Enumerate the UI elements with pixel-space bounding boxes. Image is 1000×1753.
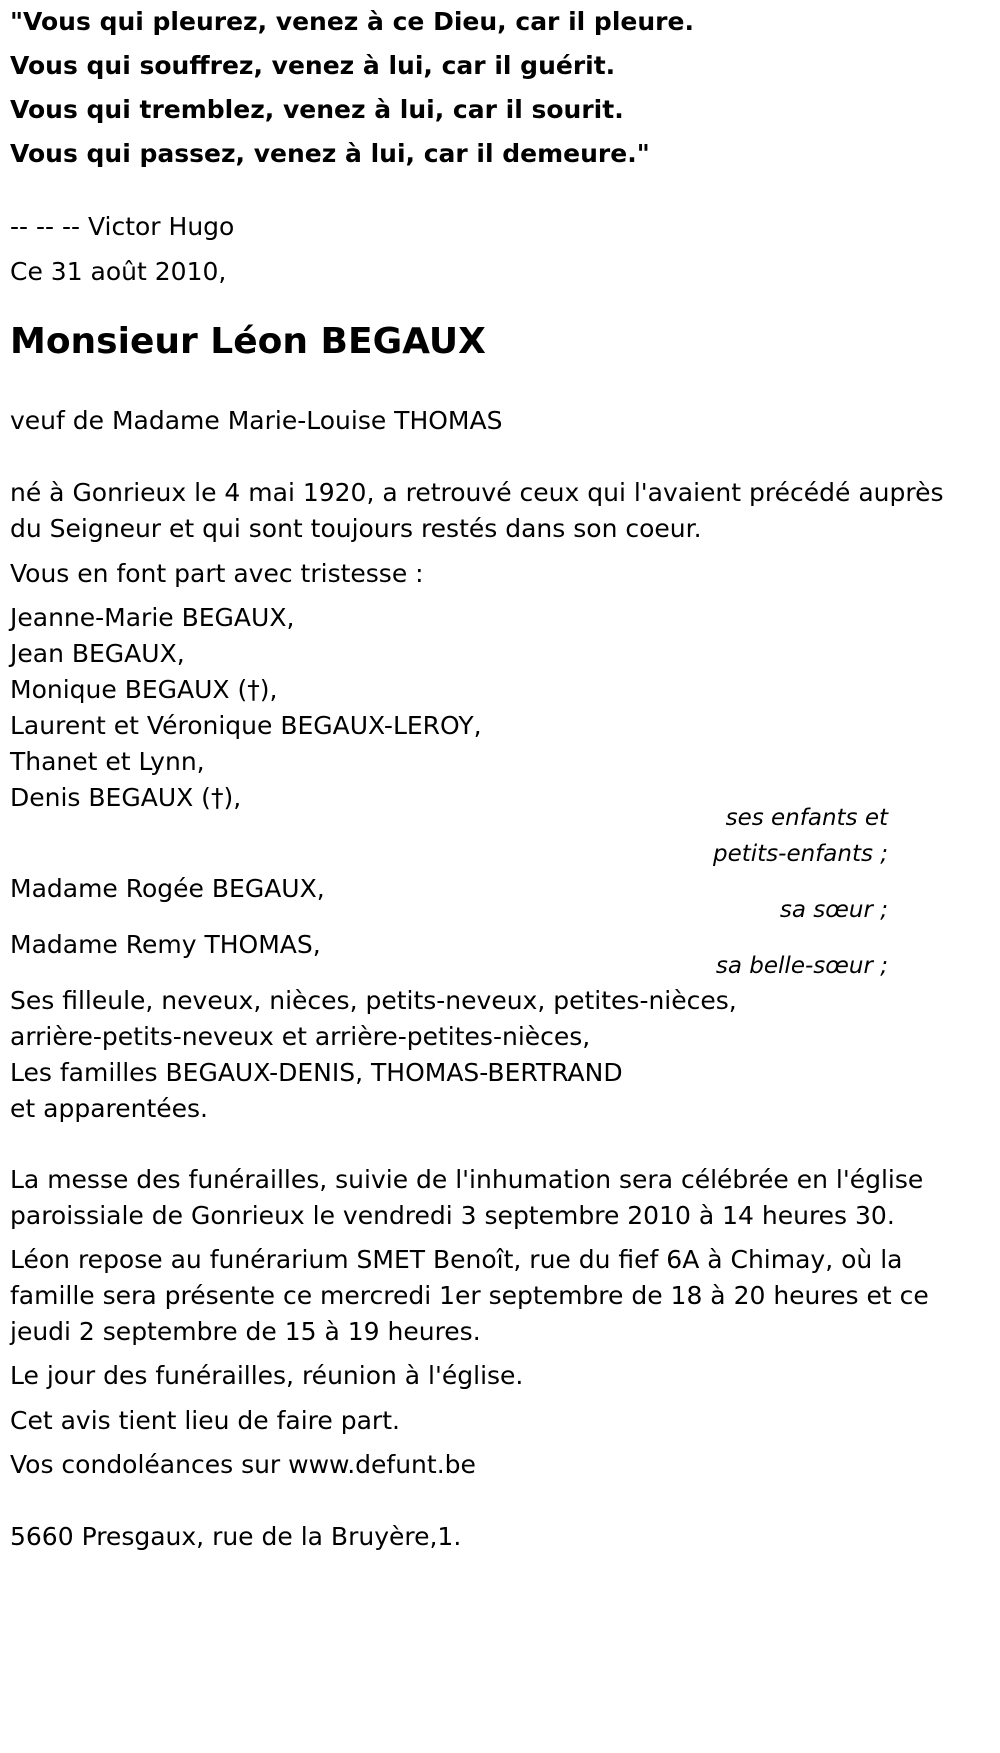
condolences-line: Vos condoléances sur www.defunt.be — [10, 1450, 476, 1479]
sister-label: sa sœur ; — [779, 897, 888, 923]
notice-line: Cet avis tient lieu de faire part. — [10, 1406, 400, 1435]
quote-line-4: Vous qui passez, venez à lui, car il demeure." — [10, 139, 650, 168]
quote-line-1: "Vous qui pleurez, venez à ce Dieu, car il pleure. — [10, 7, 694, 36]
children-label-1: ses enfants et — [725, 805, 888, 831]
rest-line-3: jeudi 2 septembre de 15 à 19 heures. — [10, 1317, 481, 1346]
child-1: Jeanne-Marie BEGAUX, — [10, 603, 295, 632]
announce-line: Vous en font part avec tristesse : — [10, 559, 424, 588]
quote-line-2: Vous qui souffrez, venez à lui, car il guérit. — [10, 51, 616, 80]
children-label-2: petits-enfants ; — [712, 841, 888, 867]
deceased-name: Monsieur Léon BEGAUX — [10, 321, 486, 362]
date-line: Ce 31 août 2010, — [10, 257, 227, 286]
sister-name: Madame Rogée BEGAUX, — [10, 874, 325, 903]
meeting-line: Le jour des funérailles, réunion à l'église. — [10, 1361, 524, 1390]
sister-in-law-label: sa belle-sœur ; — [715, 953, 888, 979]
child-5: Thanet et Lynn, — [10, 747, 205, 776]
address-line: 5660 Presgaux, rue de la Bruyère,1. — [10, 1522, 462, 1551]
quote-line-3: Vous qui tremblez, venez à lui, car il sourit. — [10, 95, 624, 124]
child-2: Jean BEGAUX, — [10, 639, 185, 668]
child-6: Denis BEGAUX (†), — [10, 783, 242, 812]
child-4: Laurent et Véronique BEGAUX-LEROY, — [10, 711, 482, 740]
birth-line-1: né à Gonrieux le 4 mai 1920, a retrouvé ceux qui l'avaient précédé auprès — [10, 478, 944, 507]
child-3: Monique BEGAUX (†), — [10, 675, 278, 704]
rest-line-2: famille sera présente ce mercredi 1er septembre de 18 à 20 heures et ce — [10, 1281, 929, 1310]
extended-family-3: Les familles BEGAUX-DENIS, THOMAS-BERTRAND — [10, 1058, 623, 1087]
rest-line-1: Léon repose au funérarium SMET Benoît, rue du fief 6A à Chimay, où la — [10, 1245, 903, 1274]
sister-in-law-name: Madame Remy THOMAS, — [10, 930, 321, 959]
mass-line-2: paroissiale de Gonrieux le vendredi 3 septembre 2010 à 14 heures 30. — [10, 1201, 895, 1230]
extended-family-4: et apparentées. — [10, 1094, 208, 1123]
spouse-line: veuf de Madame Marie-Louise THOMAS — [10, 406, 503, 435]
extended-family-1: Ses filleule, neveux, nièces, petits-neveux, petites-nièces, — [10, 986, 737, 1015]
mass-line-1: La messe des funérailles, suivie de l'inhumation sera célébrée en l'église — [10, 1165, 924, 1194]
quote-author: -- -- -- Victor Hugo — [10, 212, 235, 241]
extended-family-2: arrière-petits-neveux et arrière-petites-nièces, — [10, 1022, 591, 1051]
birth-line-2: du Seigneur et qui sont toujours restés dans son coeur. — [10, 514, 702, 543]
